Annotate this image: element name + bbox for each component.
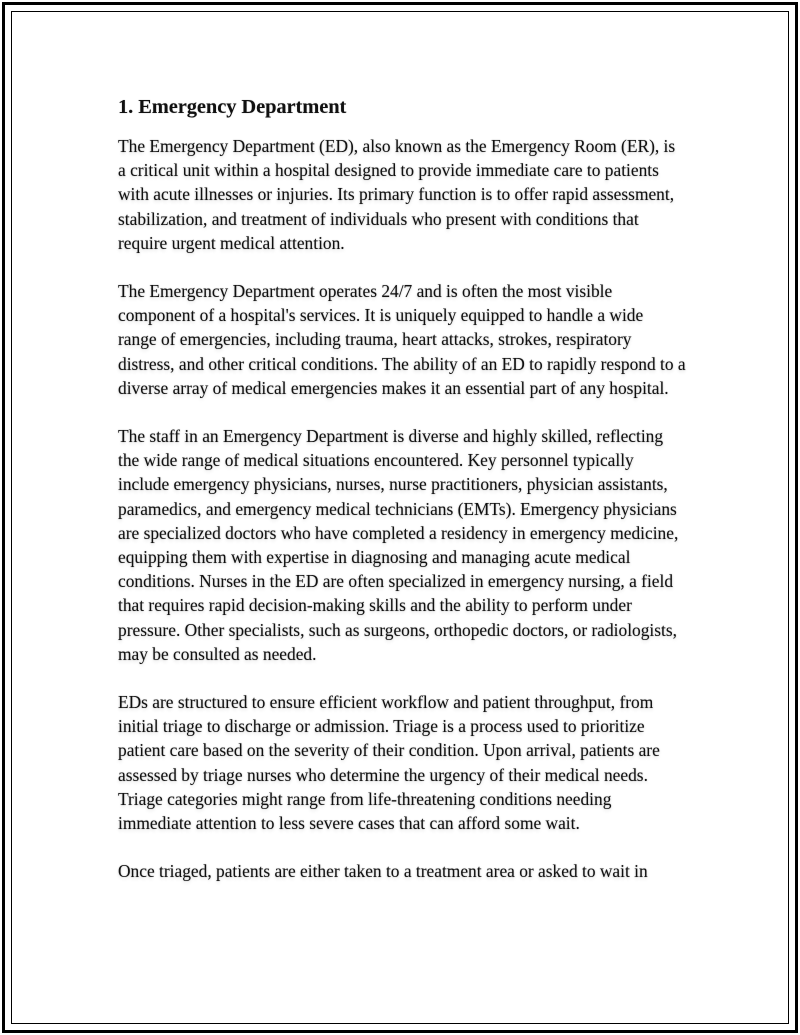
document-body (118, 94, 686, 907)
paragraph-intro: The Emergency Department (ED), also known as the Emergency Room (ER), is a critical unit within a hospital designed to provide immediate care to patients with acute illnesses or injuries. Its primary function is to offer rapid assessment, stabilization, and treatment of individuals who present with conditions that require urgent medical attention. (118, 136, 676, 253)
paragraph-after-triage: Once triaged, patients are either taken to a treatment area or asked to wait in (118, 861, 648, 882)
paragraph-triage: EDs are structured to ensure efficient workflow and patient throughput, from initial triage to discharge or admission. Triage is a process used to prioritize patient care based on the severity of their condition. Upon arrival, patients are assessed by triage nurses who determine the urgency of their medical needs. Triage categories might range from life-threatening conditions needing immediate attention to less severe cases that can afford some wait. (118, 692, 660, 834)
paragraph-operations: The Emergency Department operates 24/7 and is often the most visible component of a hospital's services. It is uniquely equipped to handle a wide range of emergencies, including trauma, heart attacks, strokes, respiratory distress, and other critical conditions. The ability of an ED to rapidly respond to a diverse array of medical emergencies makes it an essential part of any hospital. (118, 281, 686, 398)
section-heading: 1. Emergency Department (118, 96, 347, 118)
paragraph-staff: The staff in an Emergency Department is diverse and highly skilled, reflecting the wide range of medical situations encountered. Key personnel typically include emergency physicians, nurses, nurse practitioners, physician assistants, paramedics, and emergency medical technicians (EMTs). Emergency physicians are specialized doctors who have completed a residency in emergency medicine, equipping them with expertise in diagnosing and managing acute medical conditions. Nurses in the ED are often specialized in emergency nursing, a field that requires rapid decision-making skills and the ability to perform under pressure. Other specialists, such as surgeons, orthopedic doctors, or radiologists, may be consulted as needed. (118, 426, 679, 664)
